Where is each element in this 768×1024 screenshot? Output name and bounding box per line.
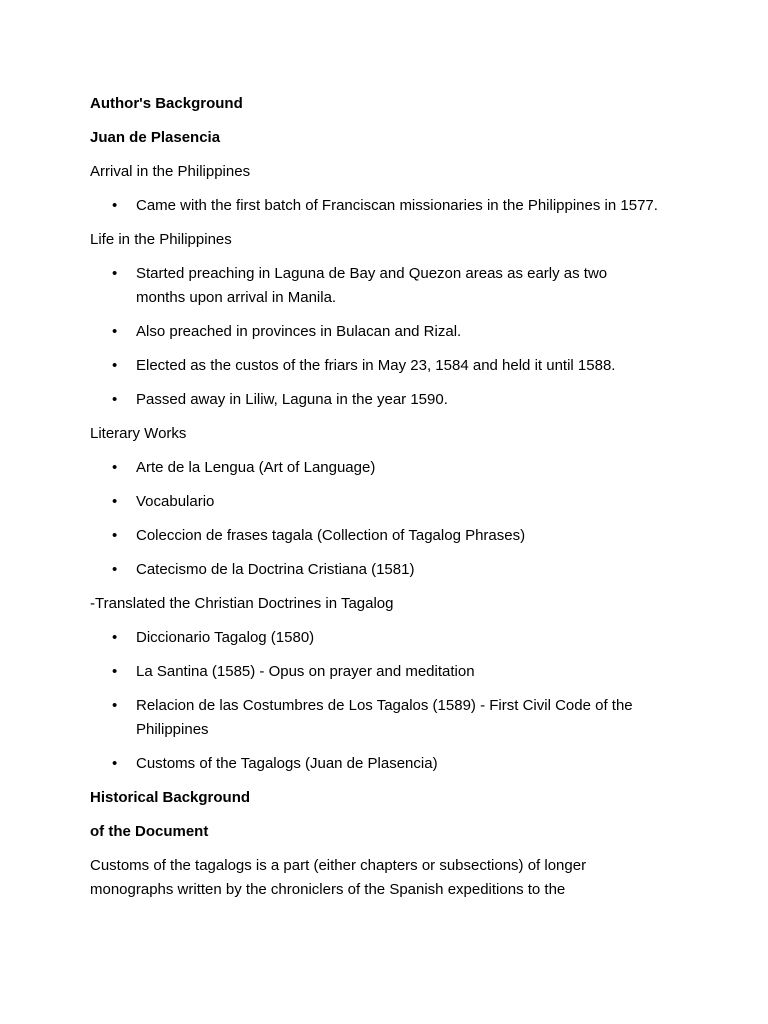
works-label: Literary Works: [90, 425, 187, 442]
list-item: [90, 524, 658, 548]
list-item: [90, 558, 658, 582]
list-item: [90, 320, 658, 344]
arrival-label: Arrival in the Philippines: [90, 163, 251, 180]
list-item: [90, 752, 658, 776]
list-item-text: Passed away in Liliw, Laguna in the year 1590.: [136, 391, 448, 408]
bullet-glyph: •: [112, 697, 118, 714]
historical-heading-line-2: of the Document: [90, 823, 209, 840]
bullet-glyph: •: [112, 197, 118, 214]
list-item-text: Catecismo de la Doctrina Cristiana (1581): [136, 561, 415, 578]
list-item-text: Elected as the custos of the friars in May 23, 1584 and held it until 1588.: [136, 357, 616, 374]
works-list: [90, 456, 658, 582]
list-item-text: Also preached in provinces in Bulacan and Rizal.: [136, 323, 462, 340]
translation-note: -Translated the Christian Doctrines in Tagalog: [90, 595, 394, 612]
list-item: [90, 660, 658, 684]
life-label: Life in the Philippines: [90, 231, 232, 248]
arrival-list: [90, 194, 658, 218]
list-item: [90, 456, 658, 480]
list-item-text: Arte de la Lengua (Art of Language): [136, 459, 376, 476]
bullet-glyph: •: [112, 663, 118, 680]
list-item-text: La Santina (1585) - Opus on prayer and meditation: [136, 663, 475, 680]
list-item: [90, 490, 658, 514]
bullet-glyph: •: [112, 527, 118, 544]
bullet-glyph: •: [112, 629, 118, 646]
bullet-glyph: •: [112, 323, 118, 340]
list-item-text: Vocabulario: [136, 493, 215, 510]
list-item: [90, 194, 658, 218]
list-item: [90, 262, 658, 310]
bullet-glyph: •: [112, 755, 118, 772]
works-list-continued: [90, 626, 658, 776]
bullet-glyph: •: [112, 357, 118, 374]
bullet-glyph: •: [112, 265, 118, 282]
life-list: [90, 262, 658, 412]
list-item-text: Coleccion de frases tagala (Collection of Tagalog Phrases): [136, 527, 526, 544]
list-item: [90, 388, 658, 412]
section-heading-author: Author's Background: [90, 95, 243, 112]
historical-heading-line-1: Historical Background: [90, 789, 251, 806]
list-item-text: Customs of the Tagalogs (Juan de Plasencia): [136, 755, 438, 772]
bullet-glyph: •: [112, 391, 118, 408]
bullet-glyph: •: [112, 459, 118, 476]
list-item-text: Came with the first batch of Franciscan missionaries in the Philippines in 1577.: [136, 197, 658, 214]
closing-paragraph: Customs of the tagalogs is a part (either chapters or subsections) of longer monographs written by the chroniclers of the Spanish expeditions to the: [90, 857, 587, 898]
list-item: [90, 626, 658, 650]
list-item: [90, 694, 658, 742]
list-item-text: Relacion de las Costumbres de Los Tagalos (1589) - First Civil Code of the Philippines: [136, 697, 633, 738]
author-name-heading: Juan de Plasencia: [90, 129, 221, 146]
list-item: [90, 354, 658, 378]
list-item-text: Started preaching in Laguna de Bay and Quezon areas as early as two months upon arrival in Manila.: [136, 265, 608, 306]
bullet-glyph: •: [112, 493, 118, 510]
list-item-text: Diccionario Tagalog (1580): [136, 629, 315, 646]
bullet-glyph: •: [112, 561, 118, 578]
